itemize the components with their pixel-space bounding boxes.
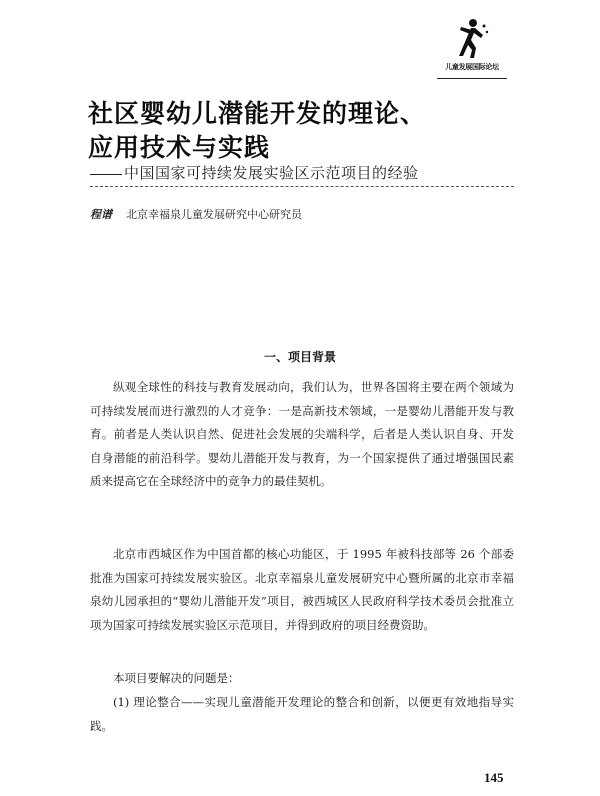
- logo-divider: [437, 78, 507, 79]
- page-number: 145: [484, 770, 504, 785]
- body-paragraph: 本项目要解决的问题是：: [113, 671, 240, 685]
- author-line: [90, 206, 302, 222]
- title-line-1: 社区婴幼儿潜能开发的理论、: [88, 99, 427, 128]
- running-child-icon: [451, 18, 491, 60]
- author-affiliation: 北京幸福泉儿童发展研究中心研究员: [126, 208, 302, 221]
- title-line-2: 应用技术与实践: [88, 133, 271, 162]
- body-paragraph: 纵观全球性的科技与教育发展动向，我们认为，世界各国将主要在两个领域为可持续发展而进行激烈的人才竞争：一是高新技术领域，一是婴幼儿潜能开发与教育。前者是人类认识自然、促进社会发展的尖端科学，后者是人类认识自身、开发自身潜能的前沿科学。婴幼儿潜能开发与教育，为一个国家提供了通过增强国民素质来提高它在全球经济中的竞争力的最佳契机。: [90, 380, 514, 488]
- subtitle-dash: [90, 174, 122, 175]
- body-paragraph: (1) 理论整合——实现儿童潜能开发理论的整合和创新，以便更有效地指导实践。: [90, 695, 514, 733]
- logo-caption: 儿童发展国际论坛: [445, 63, 499, 71]
- subtitle: [90, 162, 419, 183]
- header-divider: [90, 186, 514, 187]
- section-heading: 一、项目背景: [263, 350, 336, 364]
- subtitle-text: 中国国家可持续发展实验区示范项目的经验: [124, 164, 419, 182]
- body-paragraph: 北京市西城区作为中国首都的核心功能区，于 1995 年被科技部等 26 个部委批准为国家可持续发展实验区。北京幸福泉儿童发展研究中心暨所属的北京市幸福泉幼儿园承担的“婴幼儿潜能开发”项目，被西城区人民政府科学技术委员会批准立项为国家可持续发展实验区示范项目，并得到政府的项目经费资助。: [90, 547, 514, 632]
- forum-logo: [437, 18, 507, 74]
- author-name: 程谱: [90, 208, 112, 221]
